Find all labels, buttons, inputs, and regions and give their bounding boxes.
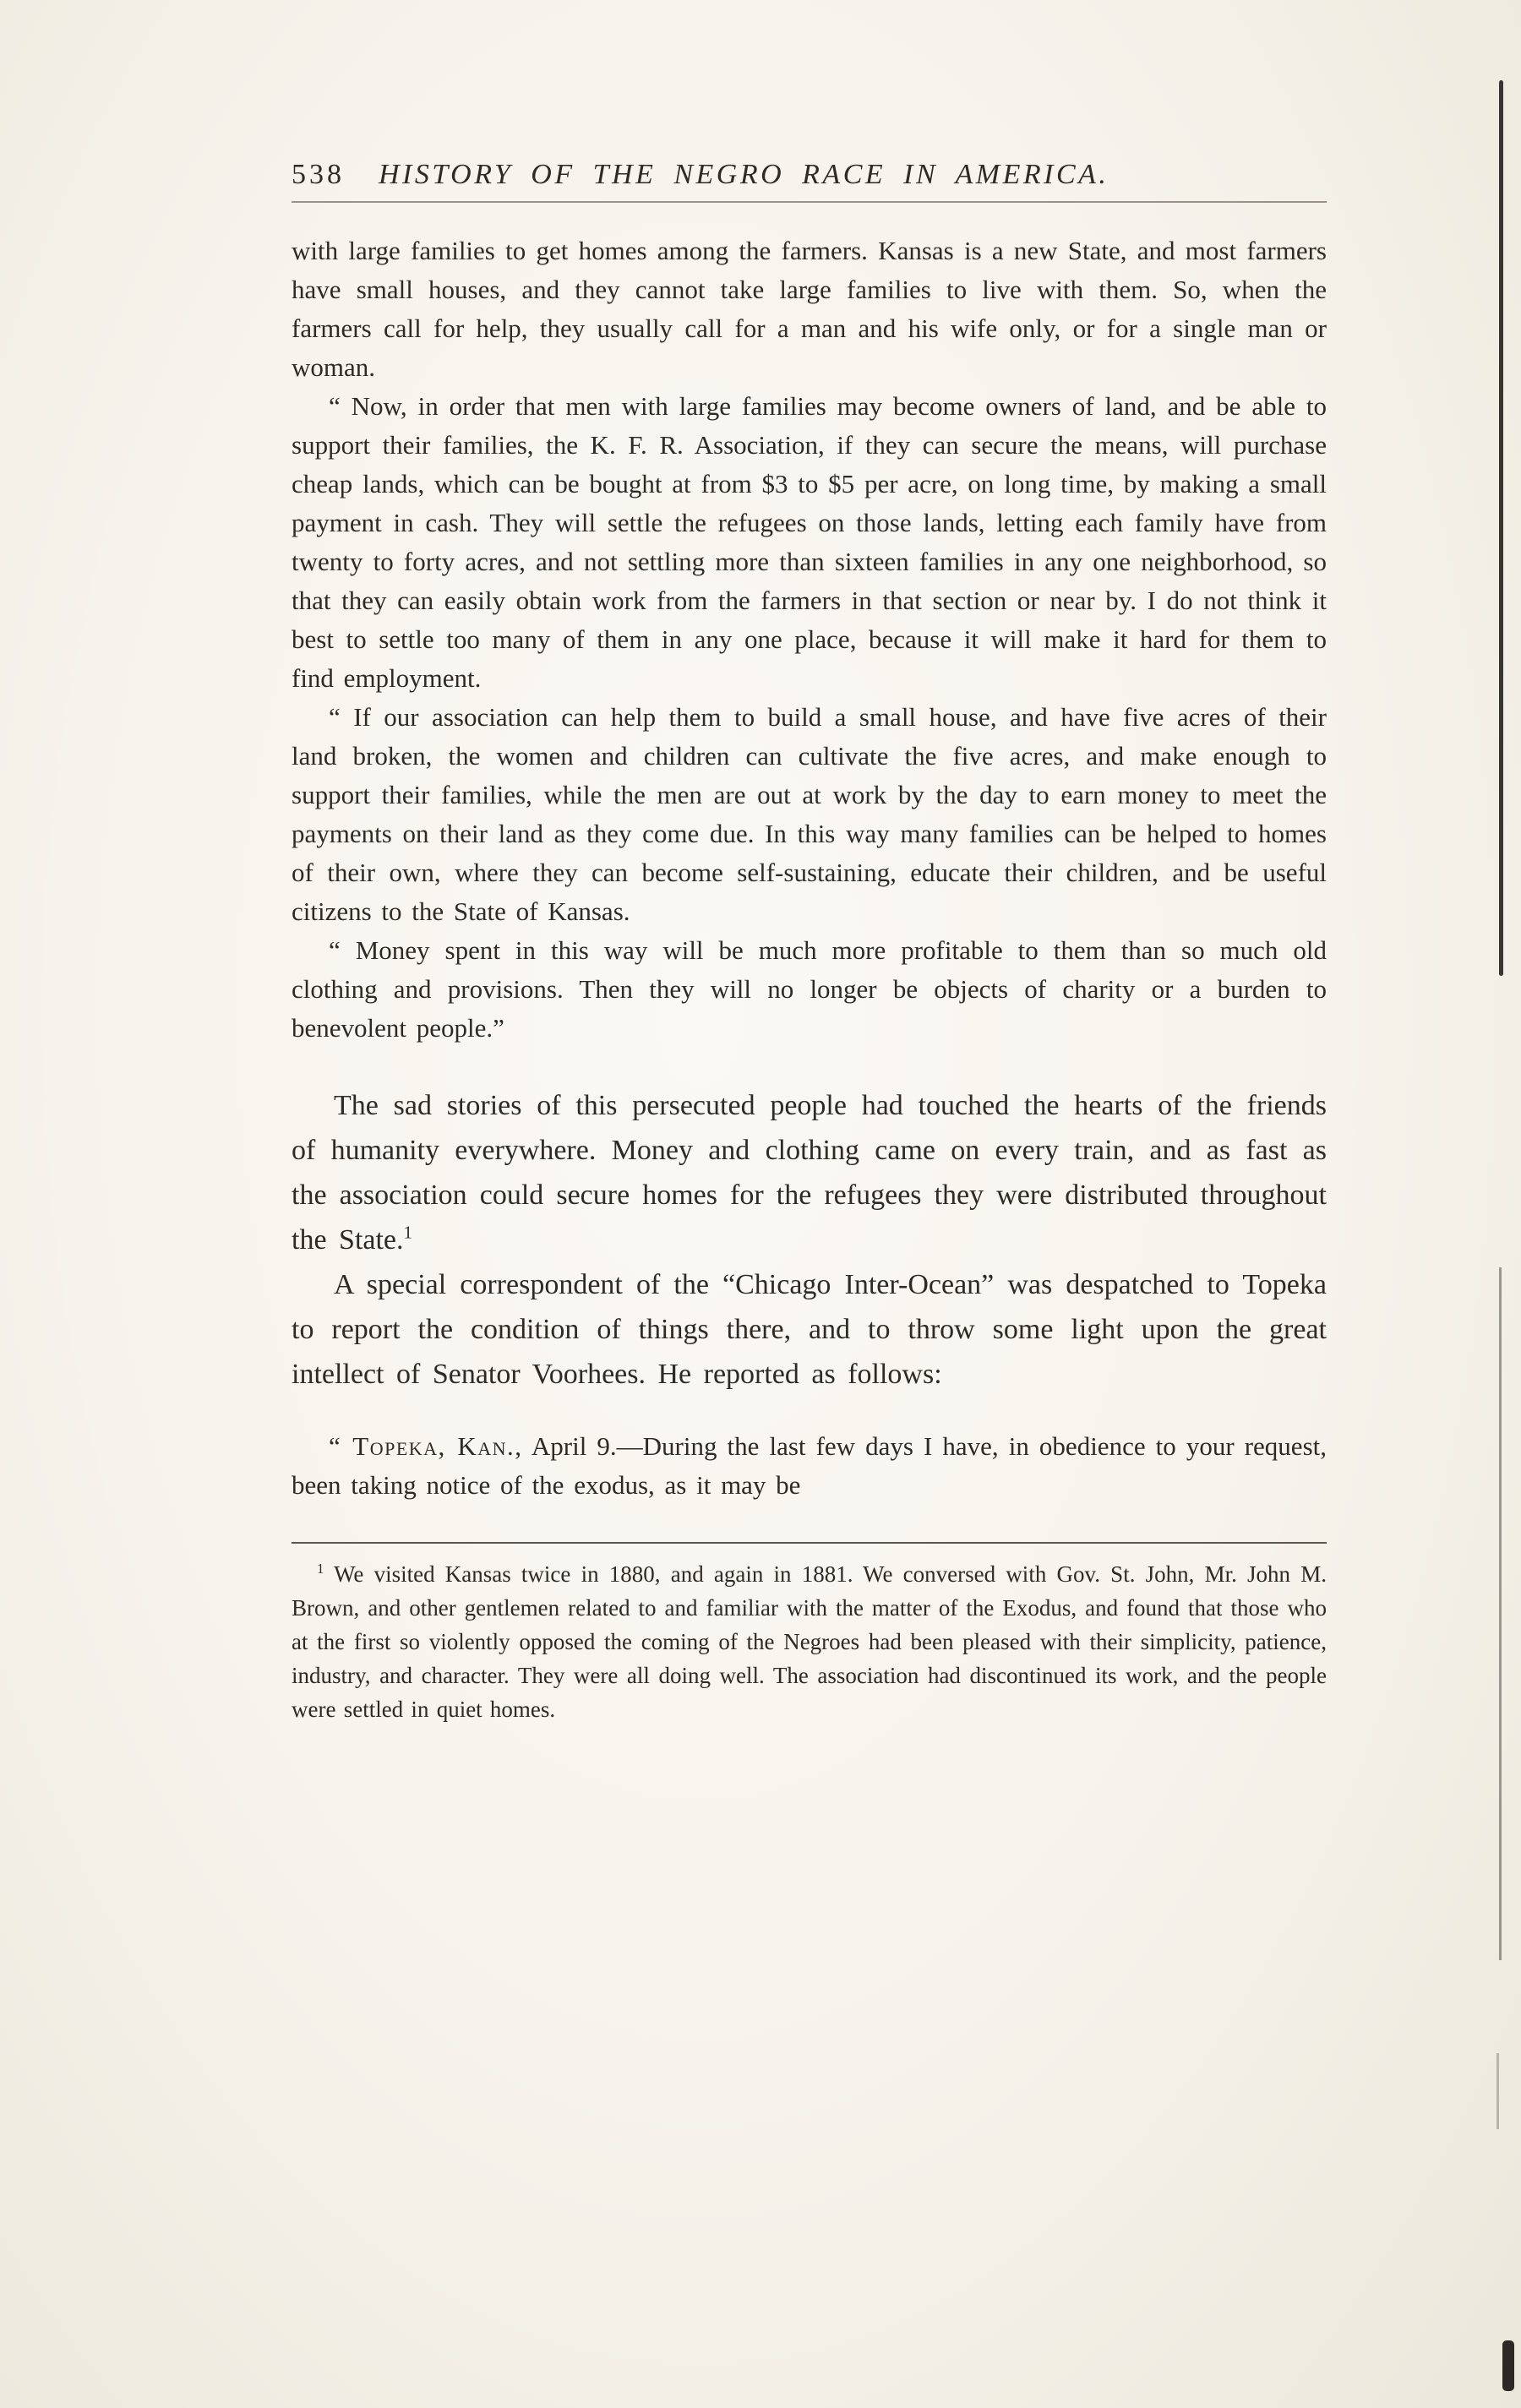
scan-artifact-mark xyxy=(1496,2053,1499,2129)
paragraph xyxy=(292,1427,1327,1505)
running-head-title: HISTORY OF THE NEGRO RACE IN AMERICA. xyxy=(379,159,1109,190)
footnote-marker: 1 xyxy=(317,1561,324,1577)
footnote-text: We visited Kansas twice in 1880, and again in 1881. We conversed with Gov. St. John, Mr. John M. Brown, and other gentlemen related to and familiar with the matter of the Exodus, and found that those who at the first so violently opposed the coming of the Negroes had been pleased with their simplicity, patience, industry, and character. They were all doing well. The association had discontinued its work, and the people were settled in quiet homes. xyxy=(292,1561,1327,1722)
footnote xyxy=(292,1557,1327,1726)
paragraph: “ Money spent in this way will be much more profitable to them than so much old clothing and provisions. Then they will no longer be objects of charity or a burden to benevolent people.” xyxy=(292,935,1327,1043)
scan-artifact-edge-line xyxy=(1499,1267,1502,1960)
paragraph-text: The sad stories of this persecuted people had touched the hearts of the friends of humanity everywhere. Money and clothing came on every train, and as fast as the association could secure homes for the refugees they were distributed throughout the State. xyxy=(292,1090,1327,1256)
footnote-rule xyxy=(292,1542,1327,1544)
scan-artifact-edge-line xyxy=(1499,80,1503,976)
paragraph: A special correspondent of the “Chicago Inter-Ocean” was despatched to Topeka to report the condition of things there, and to throw some light upon the great intellect of Senator Voorhees. He reported as follows: xyxy=(292,1269,1327,1390)
footnote-paragraph xyxy=(292,1557,1327,1726)
main-narrative xyxy=(292,1083,1327,1397)
paragraph: with large families to get homes among the farmers. Kansas is a new State, and most farmers have small houses, and they cannot take large families to live with them. So, when the farmers call for help, they usually call for a man and his wife only, or for a single man or woman. xyxy=(292,236,1327,382)
paragraph: “ If our association can help them to build a small house, and have five acres of their land broken, the women and children can cultivate the five acres, and make enough to support their families, while the men are out at work by the day to earn money to meet the payments on their land as they come due. In this way many families can be helped to homes of their own, where they can become self-sustaining, educate their children, and be useful citizens to the State of Kansas. xyxy=(292,702,1327,926)
dateline: “ Topeka, Kan., xyxy=(329,1431,523,1461)
paragraph xyxy=(292,1083,1327,1262)
footnote-reference: 1 xyxy=(403,1222,413,1243)
header-rule xyxy=(292,201,1327,203)
page-content xyxy=(292,159,1327,1726)
quoted-letter-extract xyxy=(292,232,1327,1048)
paragraph: “ Now, in order that men with large families may become owners of land, and be able to support their families, the K. F. R. Association, if they can secure the means, will purchase cheap lands, which can be bought at from $3 to $5 per acre, on long time, by making a small payment in cash. They will settle the refugees on those lands, letting each family have from twenty to forty acres, and not settling more than sixteen families in any one neighborhood, so that they can easily obtain work from the farmers in that section or near by. I do not think it best to settle too many of them in any one place, because it will make it hard for them to find employment. xyxy=(292,391,1327,693)
page-header xyxy=(292,159,1327,191)
correspondent-report-extract xyxy=(292,1427,1327,1505)
scan-artifact-ink-blob xyxy=(1502,2340,1514,2391)
paragraph-text: April 9.—During the last few days I have, in obedience to your request, been taking notice of the exodus, as it may be xyxy=(292,1431,1327,1500)
page-number: 538 xyxy=(292,159,345,190)
